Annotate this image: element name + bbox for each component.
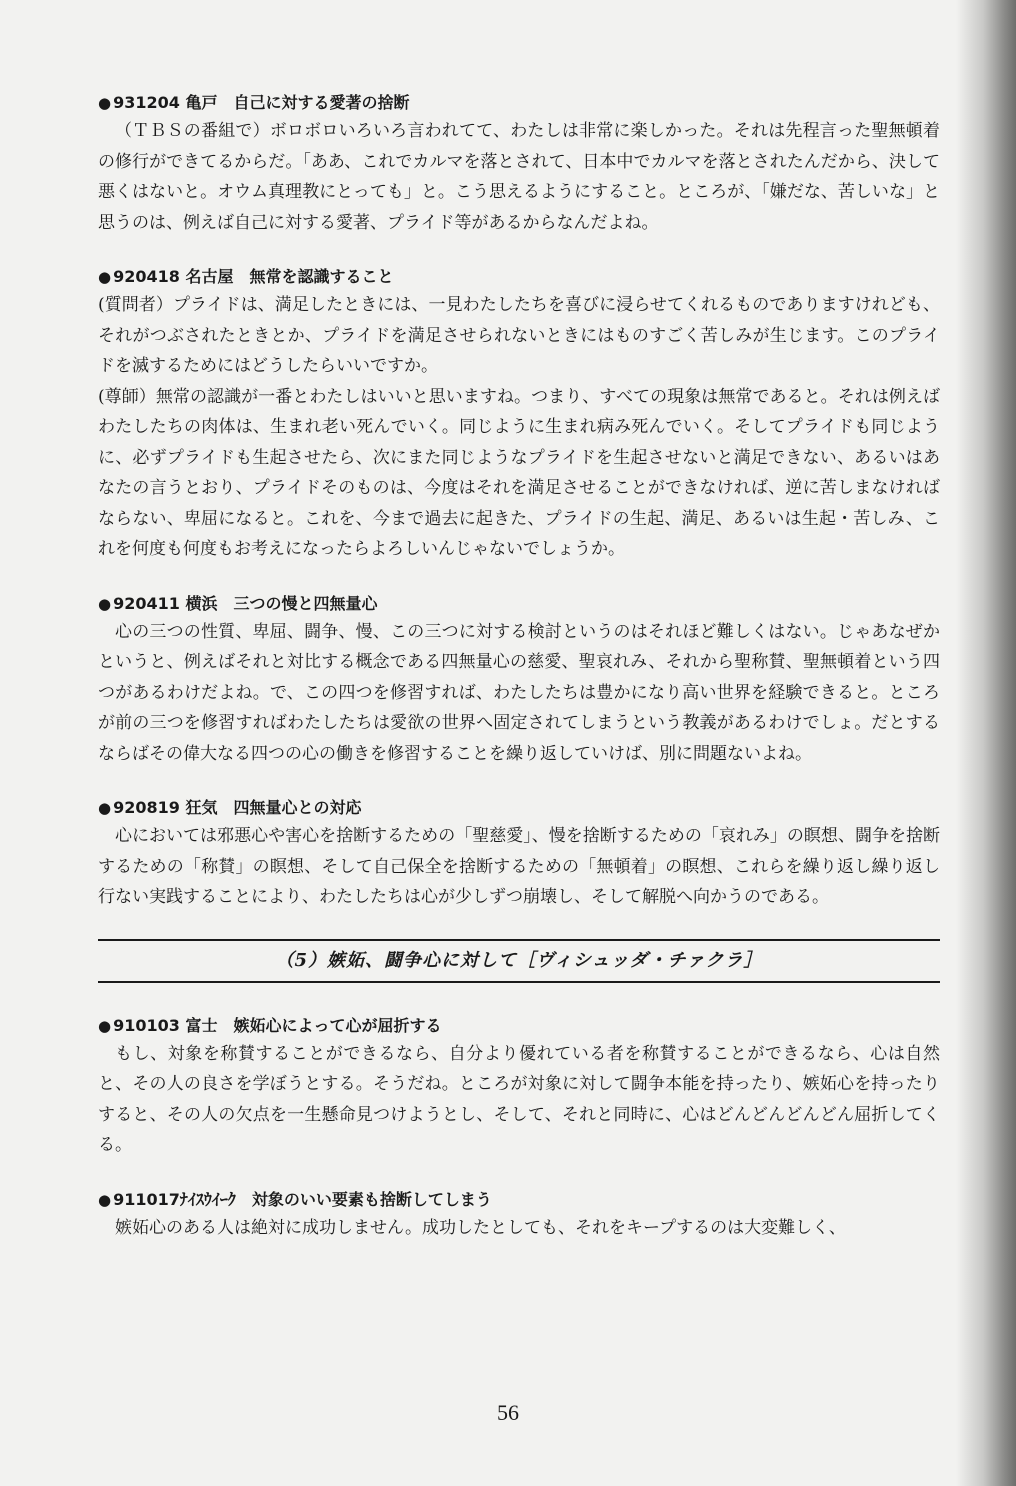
section-body (98, 1213, 940, 1244)
section-heading (98, 90, 940, 116)
section (98, 90, 940, 238)
paragraph: （ＴＢＳの番組で）ボロボロいろいろ言われてて、わたしは非常に楽しかった。それは先程言った聖無頓着の修行ができてるからだ。「ああ、これでカルマを落とされて、日本中でカルマを落とされたんだから、決して悪くはないと。オウム真理教にとっても」と。こう思えるようにすること。ところが、「嫌だな、苦しいな」と思うのは、例えば自己に対する愛著、プライド等があるからなんだよね。 (98, 121, 940, 233)
section-body (98, 116, 940, 238)
section-heading (98, 264, 940, 290)
bullet-icon: ● (98, 94, 112, 112)
section-date-place: 931204 亀戸 (113, 93, 218, 112)
section (98, 795, 940, 913)
section-date-place: 920819 狂気 (113, 798, 218, 817)
section-title: 対象のいい要素も捨断してしまう (251, 1189, 492, 1209)
section-body (98, 1039, 940, 1161)
section (98, 264, 940, 565)
section-title: 自己に対する愛著の捨断 (233, 93, 410, 112)
chapter-heading: （5）嫉妬、闘争心に対して［ヴィシュッダ・チァクラ］ (98, 939, 940, 983)
section-heading (98, 1187, 940, 1213)
section-title: 無常を認識すること (249, 267, 394, 286)
page-edge-shadow (956, 0, 1016, 1486)
paragraph: (質問者）プライドは、満足したときには、一見わたしたちを喜びに浸らせてくれるものでありますけれども、それがつぶされたときとか、プライドを満足させられないときにはものすごく苦しみが生じます。このプライドを滅するためにはどうしたらいいですか。 (98, 295, 940, 376)
section-heading (98, 591, 940, 617)
section-heading (98, 1013, 940, 1039)
bullet-icon: ● (98, 594, 112, 613)
section (98, 1013, 940, 1161)
section-title: 三つの慢と四無量心 (233, 593, 378, 613)
section-body (98, 617, 940, 770)
paragraph: 嫉妬心のある人は絶対に成功しません。成功したとしても、それをキープするのは大変難しく、 (115, 1217, 846, 1238)
section-date-place: 920418 名古屋 (113, 267, 234, 286)
section-title: 嫉妬心によって心が屈折する (233, 1015, 442, 1035)
paragraph: 心の三つの性質、卑屈、闘争、慢、この三つに対する検討というのはそれほど難しくはない。じゃあなぜかというと、例えばそれと対比する概念である四無量心の慈愛、聖哀れみ、それから聖称賛、聖無頓着という四つがあるわけだよね。で、この四つを修習すれば、わたしたちは豊かになり高い世界を経験できると。ところが前の三つを修習すればわたしたちは愛欲の世界へ固定されてしまうという教義があるわけでしょ。だとするならばその偉大なる四つの心の働きを修習することを繰り返していけば、別に問題ないよね。 (98, 621, 940, 764)
bullet-icon: ● (98, 1190, 112, 1209)
section-date-place: 911017ﾅｲｽｳｲｰｸ (113, 1189, 236, 1209)
section-date-place: 910103 富士 (113, 1015, 218, 1035)
section (98, 591, 940, 770)
paragraph: (尊師）無常の認識が一番とわたしはいいと思いますね。つまり、すべての現象は無常であると。それは例えばわたしたちの肉体は、生まれ老い死んでいく。同じように生まれ病み死んでいく。そしてプライドも同じように、必ずプライドも生起させたら、次にまた同じようなプライドを生起させないと満足できない、あるいはあなたの言うとおり、プライドそのものは、今度はそれを満足させることができなければ、逆に苦しまなければならない、卑屈になると。これを、今まで過去に起きた、プライドの生起、満足、あるいは生起・苦しみ、これを何度も何度もお考えになったらよろしいんじゃないでしょうか。 (98, 386, 940, 559)
page-content (98, 90, 940, 1269)
paragraph: もし、対象を称賛することができるなら、自分より優れている者を称賛することができるなら、心は自然と、その人の良さを学ぼうとする。そうだね。ところが対象に対して闘争本能を持ったり、嫉妬心を持ったりすると、その人の欠点を一生懸命見つけようとし、そして、それと同時に、心はどんどんどんどん屈折してくる。 (98, 1043, 940, 1155)
section-title: 四無量心との対応 (233, 798, 362, 817)
section-body (98, 290, 940, 565)
section-heading (98, 795, 940, 821)
section (98, 1187, 940, 1244)
bullet-icon: ● (98, 268, 112, 286)
section-date-place: 920411 横浜 (113, 593, 218, 613)
section-body (98, 821, 940, 913)
paragraph: 心においては邪悪心や害心を捨断するための「聖慈愛」、慢を捨断するための「哀れみ」の瞑想、闘争を捨断するための「称賛」の瞑想、そして自己保全を捨断するための「無頓着」の瞑想、これらを繰り返し繰り返し行ない実践することにより、わたしたちは心が少しずつ崩壊し、そして解脱へ向かうのである。 (98, 826, 940, 907)
bullet-icon: ● (98, 799, 112, 817)
page-number: 56 (497, 1400, 519, 1425)
bullet-icon: ● (98, 1016, 112, 1035)
